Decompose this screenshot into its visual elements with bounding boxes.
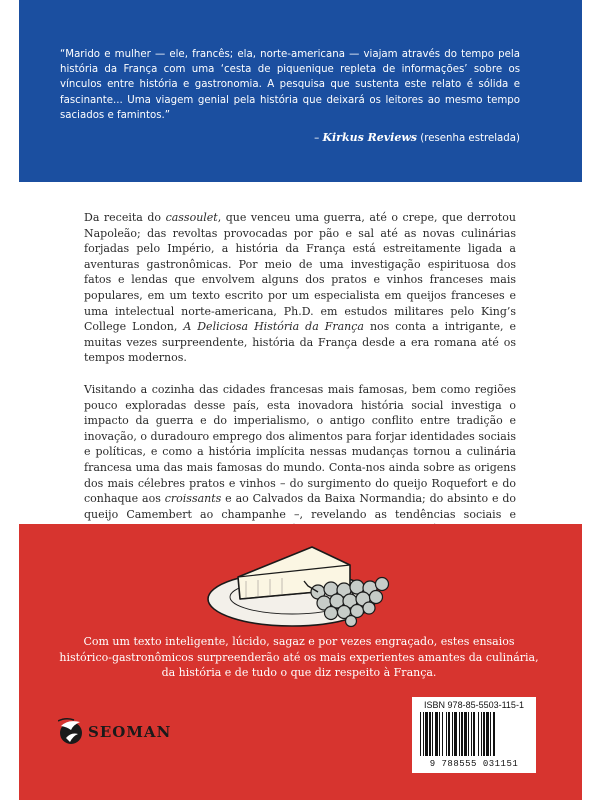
review-attribution [314, 131, 520, 144]
synopsis-paragraph-1 [84, 210, 516, 366]
review-source: Kirkus Reviews [322, 131, 417, 144]
barcode-box [412, 697, 536, 773]
attribution-dash: – [314, 133, 320, 144]
publisher-logo [58, 717, 171, 747]
barcode-digits: 9 788555 031151 [429, 759, 519, 769]
review-quote: “Marido e mulher — ele, francês; ela, norte-americana — viajam através do tempo pela história da França com uma ‘cesta de piquenique repleta de informações’ sobre os vínculos entre história e gastronomia. A pesquisa que sustenta este relato é sólida e fascinante... Uma viagem genial pela história que deixará os leitores ao mesmo tempo saciados e famintos.” [60, 49, 520, 121]
text-run: , que venceu uma guerra, até o crepe, que derrotou Napoleão; das revoltas provocadas por pão e sal até as novas culinárias forjadas pelo Império, a história da França está estreitamente ligada a aventuras gastronômicas. Por meio de uma investigação espirituosa dos fatos e lendas que envolvem alguns dos pratos e vinhos franceses mais populares, em um texto escrito por um especialista em queijos franceses e uma intelectual norte-americana, Ph.D. em estudos militares pelo King’s College London, [84, 211, 516, 334]
isbn-label: ISBN 978-85-5503-115-1 [424, 700, 524, 710]
review-note: (resenha estrelada) [420, 133, 520, 144]
text-run: nos conta a intrigante, e muitas vezes surpreendente, história da França desde a era romana até os tempos modernos. [84, 320, 516, 365]
italic-phrase: cassoulet [165, 211, 218, 224]
cheese-and-grapes-plate-icon [200, 537, 400, 629]
seoman-bird-logo-icon [58, 717, 84, 747]
text-run: e ao Calvados da Baixa Normandia; do absinto e do queijo Camembert ao champanhe –, revelando as tendências sociais e [84, 492, 516, 521]
closing-text: Com um texto inteligente, lúcido, sagaz e por vezes engraçado, estes ensaios histórico-gastronômicos surpreenderão até os mais experientes amantes da culinária, da história e de tudo o que diz respeito à França. [59, 635, 539, 680]
text-run: Da receita do [84, 211, 166, 224]
text-run: Visitando a cozinha das cidades francesas mais famosas, bem como regiões pouco exploradas desse país, esta inovadora história social investiga o impacto da guerra e do imperialismo, o antigo conflito entre tradição e inovação, o duradouro emprego dos alimentos para forjar identidades sociais e políticas, e como a história implícita nessas mudanças tornou a culinária francesa uma das mais famosas do mundo. Conta-nos ainda sobre as origens dos mais célebres pratos e vinhos – do surgimento do queijo Roquefort e do conhaque aos [84, 383, 516, 506]
publisher-name: SEOMAN [88, 723, 172, 741]
italic-phrase: A Deliciosa História da França [183, 320, 364, 334]
barcode-icon [418, 712, 530, 758]
italic-phrase: croissants [164, 492, 222, 506]
